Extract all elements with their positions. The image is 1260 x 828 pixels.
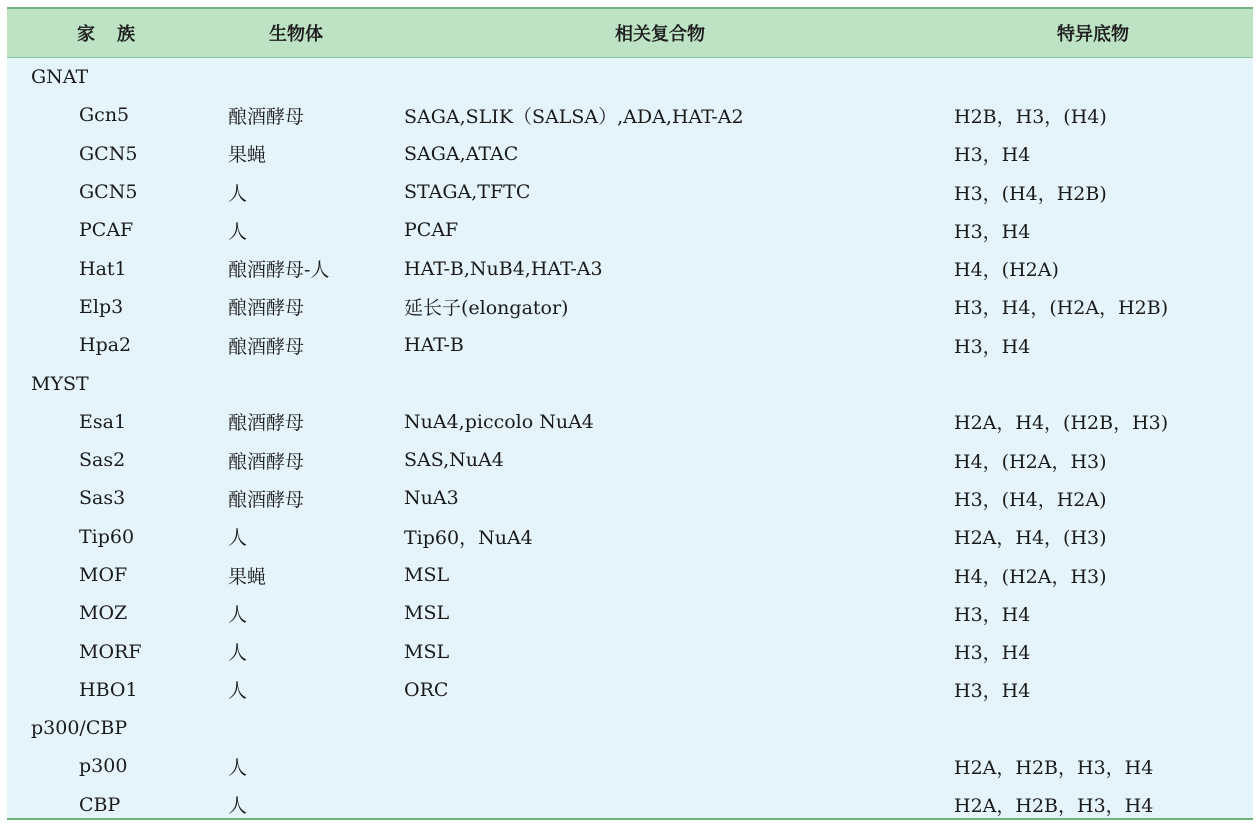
substrates-cell: H4，(H2A)	[954, 259, 1059, 282]
organism-cell: 人	[228, 603, 248, 626]
table-row	[7, 135, 1253, 173]
enzyme-name: HBO1	[79, 678, 138, 701]
header-complexes: 相关复合物	[615, 24, 705, 45]
table-row	[7, 249, 1253, 287]
enzyme-name: Elp3	[79, 295, 124, 318]
substrates-cell: H3，H4	[954, 220, 1031, 243]
enzyme-name: Sas2	[79, 449, 126, 472]
enzyme-name: Esa1	[79, 410, 127, 433]
substrates-cell: H3，(H4，H2A)	[954, 488, 1107, 511]
complexes-cell: STAGA,TFTC	[404, 181, 531, 204]
header-substrates: 特异底物	[1057, 24, 1129, 45]
hat-table	[7, 7, 1253, 820]
header-organism: 生物体	[269, 24, 323, 45]
complexes-cell: MSL	[404, 602, 450, 625]
organism-cell: 人	[228, 220, 248, 243]
table-row	[7, 671, 1253, 709]
table-row	[7, 288, 1253, 326]
substrates-cell: H2A，H2B，H3，H4	[954, 795, 1154, 818]
family-group-row	[7, 58, 1253, 96]
family-group-label: p300/CBP	[31, 717, 128, 740]
complexes-cell: Tip60，NuA4	[404, 527, 533, 550]
table-row	[7, 211, 1253, 249]
complexes-cell: NuA4,piccolo NuA4	[404, 410, 594, 433]
organism-cell: 人	[228, 182, 248, 205]
substrates-cell: H3，H4，(H2A，H2B)	[954, 297, 1169, 320]
substrates-cell: H3，H4	[954, 144, 1031, 167]
enzyme-name: MORF	[79, 640, 142, 663]
enzyme-name: Sas3	[79, 487, 126, 510]
table-row	[7, 479, 1253, 517]
substrates-cell: H2A，H4，(H2B，H3)	[954, 412, 1169, 435]
enzyme-name: Gcn5	[79, 104, 130, 127]
complexes-cell: HAT-B,NuB4,HAT-A3	[404, 257, 603, 280]
organism-cell: 酿酒酵母	[228, 450, 305, 473]
complexes-cell: SAGA,ATAC	[404, 142, 519, 165]
complexes-cell: 延长子(elongator)	[404, 297, 569, 320]
organism-cell: 酿酒酵母	[228, 335, 305, 358]
complexes-cell: MSL	[404, 640, 450, 663]
table-row	[7, 96, 1253, 134]
organism-cell: 酿酒酵母	[228, 488, 305, 511]
enzyme-name: MOZ	[79, 602, 128, 625]
header-family: 家族	[77, 24, 157, 45]
organism-cell: 酿酒酵母-人	[228, 259, 330, 282]
family-group-row	[7, 364, 1253, 402]
organism-cell: 人	[228, 527, 248, 550]
substrates-cell: H3，H4	[954, 335, 1031, 358]
table-row	[7, 632, 1253, 670]
table-row	[7, 441, 1253, 479]
organism-cell: 酿酒酵母	[228, 297, 305, 320]
substrates-cell: H2A，H2B，H3，H4	[954, 756, 1154, 779]
family-group-label: MYST	[31, 372, 89, 395]
complexes-cell: NuA3	[404, 487, 459, 510]
substrates-cell: H3，H4	[954, 642, 1031, 665]
enzyme-name: GCN5	[79, 142, 138, 165]
table-row	[7, 173, 1253, 211]
complexes-cell: ORC	[404, 678, 449, 701]
table-body	[7, 58, 1253, 824]
organism-cell: 人	[228, 756, 248, 779]
complexes-cell: MSL	[404, 564, 450, 586]
complexes-cell: SAGA,SLIK（SALSA）,ADA,HAT-A2	[404, 105, 744, 128]
substrates-cell: H4，(H2A，H3)	[954, 450, 1107, 473]
table-row	[7, 403, 1253, 441]
complexes-cell: SAS,NuA4	[404, 449, 504, 472]
organism-cell: 人	[228, 642, 248, 665]
table-row	[7, 556, 1253, 594]
enzyme-name: PCAF	[79, 219, 134, 242]
enzyme-name: p300	[79, 755, 128, 778]
substrates-cell: H2A，H4，(H3)	[954, 527, 1107, 550]
enzyme-name: GCN5	[79, 181, 138, 204]
enzyme-name: CBP	[79, 793, 121, 816]
organism-cell: 人	[228, 680, 248, 703]
substrates-cell: H3，H4	[954, 603, 1031, 626]
table-row	[7, 518, 1253, 556]
substrates-cell: H3，H4	[954, 680, 1031, 703]
complexes-cell: HAT-B	[404, 334, 464, 357]
organism-cell: 人	[228, 795, 248, 818]
substrates-cell: H4，(H2A，H3)	[954, 565, 1107, 588]
family-group-row	[7, 709, 1253, 747]
enzyme-name: Hat1	[79, 257, 127, 280]
table-row	[7, 594, 1253, 632]
substrates-cell: H2B，H3，(H4)	[954, 105, 1107, 128]
family-group-label: GNAT	[31, 66, 89, 89]
table-row	[7, 747, 1253, 785]
organism-cell: 酿酒酵母	[228, 412, 305, 435]
enzyme-name: Hpa2	[79, 334, 132, 357]
enzyme-name: Tip60	[79, 525, 135, 548]
organism-cell: 酿酒酵母	[228, 105, 305, 128]
table-header	[7, 9, 1253, 58]
table-row	[7, 326, 1253, 364]
organism-cell: 果蝇	[228, 144, 267, 167]
complexes-cell: PCAF	[404, 219, 459, 242]
table-row	[7, 786, 1253, 824]
substrates-cell: H3，(H4，H2B)	[954, 182, 1107, 205]
organism-cell: 果蝇	[228, 565, 267, 588]
enzyme-name: MOF	[79, 564, 128, 586]
